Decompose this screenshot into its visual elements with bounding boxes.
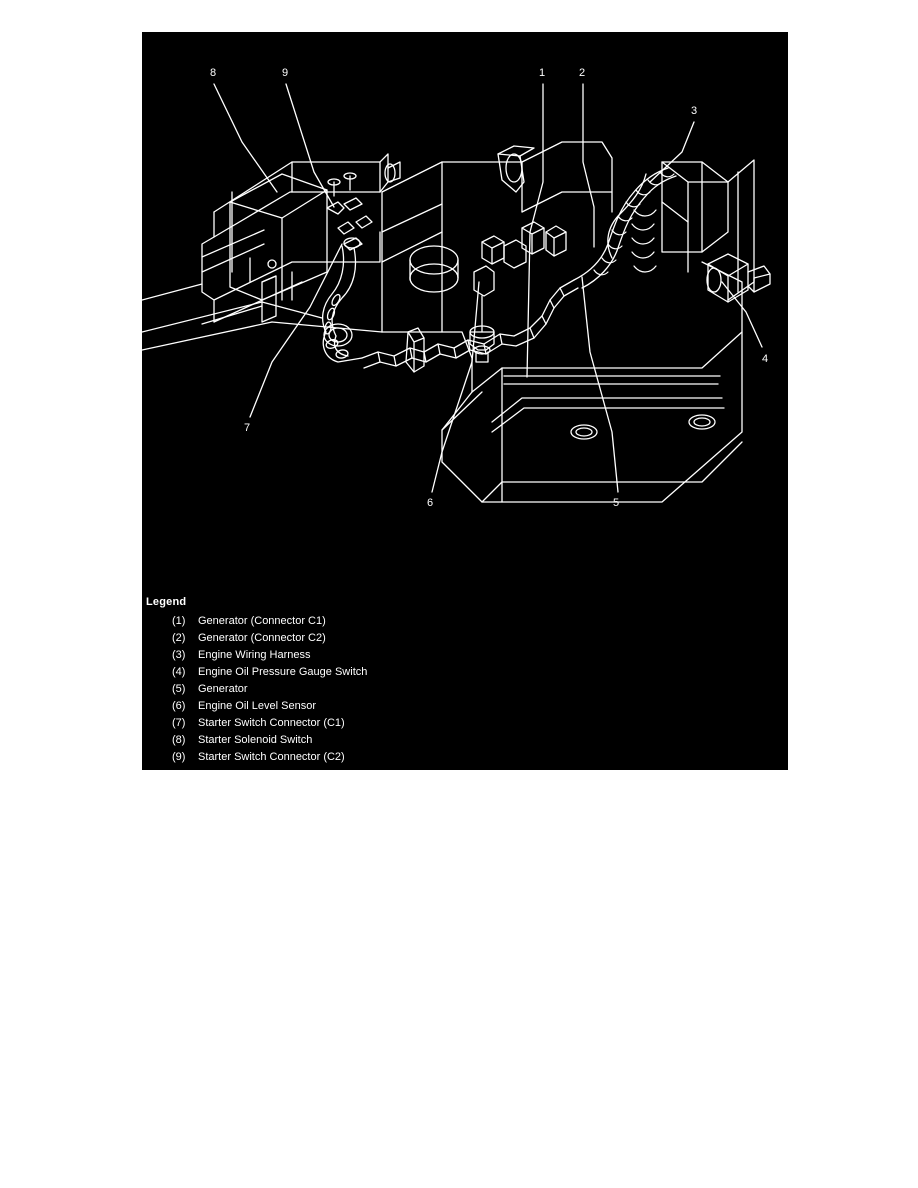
- legend-item-number: (3): [172, 649, 186, 661]
- callout-8: 8: [210, 67, 217, 79]
- legend-item-label: Starter Switch Connector (C2): [198, 751, 345, 763]
- legend-item-8: [146, 732, 566, 749]
- legend-item-5: [146, 681, 566, 698]
- legend-item-number: (7): [172, 717, 186, 729]
- legend-item-label: Engine Wiring Harness: [198, 649, 311, 661]
- legend-item-3: [146, 647, 566, 664]
- legend-item-label: Generator: [198, 683, 248, 695]
- legend-item-label: Generator (Connector C1): [198, 615, 326, 627]
- legend-item-number: (4): [172, 666, 186, 678]
- legend-item-2: [146, 630, 566, 647]
- legend-item-number: (6): [172, 700, 186, 712]
- legend: [146, 596, 566, 766]
- legend-item-label: Starter Switch Connector (C1): [198, 717, 345, 729]
- legend-item-number: (9): [172, 751, 186, 763]
- callout-6: 6: [427, 497, 434, 509]
- legend-item-label: Starter Solenoid Switch: [198, 734, 313, 746]
- callout-3: 3: [691, 105, 698, 117]
- callout-9: 9: [282, 67, 289, 79]
- legend-item-number: (1): [172, 615, 186, 627]
- callout-5: 5: [613, 497, 620, 509]
- callout-1: 1: [539, 67, 546, 79]
- legend-title: Legend: [146, 596, 187, 608]
- legend-item-label: Engine Oil Level Sensor: [198, 700, 317, 712]
- callout-4: 4: [762, 353, 769, 365]
- callout-7: 7: [244, 422, 251, 434]
- legend-item-label: Engine Oil Pressure Gauge Switch: [198, 666, 368, 678]
- legend-item-7: [146, 715, 566, 732]
- legend-item-number: (2): [172, 632, 186, 644]
- callout-2: 2: [579, 67, 586, 79]
- legend-item-number: (8): [172, 734, 186, 746]
- legend-item-label: Generator (Connector C2): [198, 632, 326, 644]
- legend-item-number: (5): [172, 683, 186, 695]
- legend-item-4: [146, 664, 566, 681]
- legend-item-9: [146, 749, 566, 766]
- legend-item-6: [146, 698, 566, 715]
- legend-item-1: [146, 613, 566, 630]
